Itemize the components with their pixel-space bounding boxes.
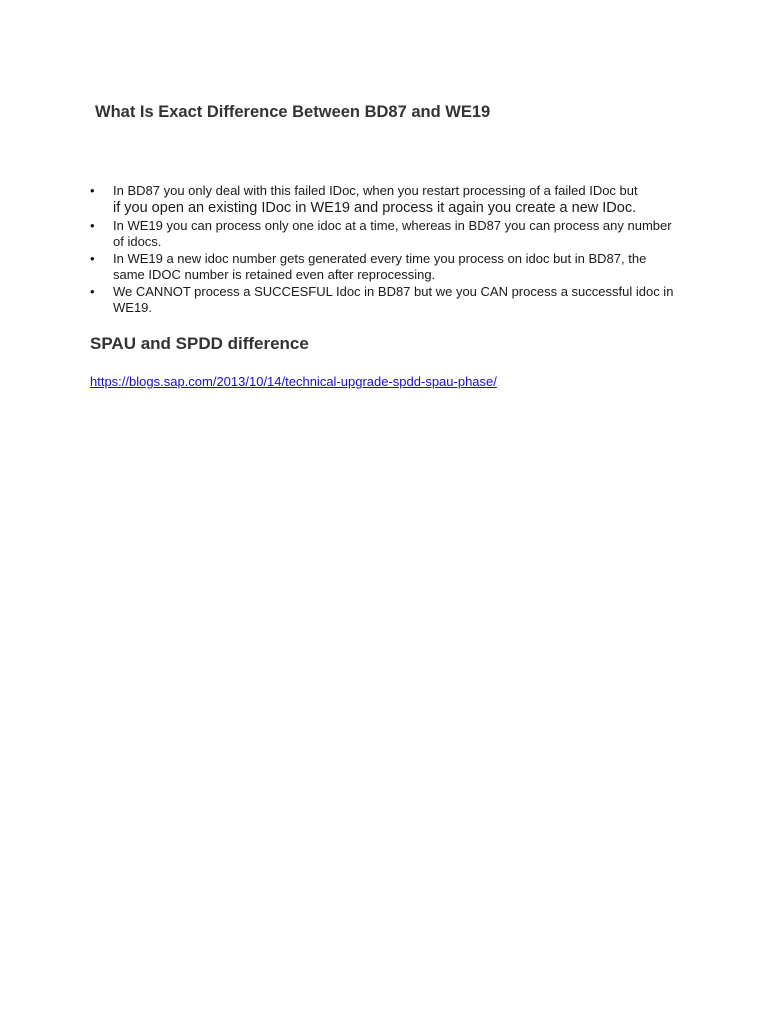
heading-spau-spdd: SPAU and SPDD difference [90,334,309,353]
bullet-icon: • [90,183,95,198]
list-item-text: In BD87 you only deal with this failed IDoc, when you restart processing of a failed IDoc but [113,183,638,198]
list-item-text: We CANNOT process a SUCCESFUL Idoc in BD87 but we you CAN process a successful idoc in WE19. [113,284,674,315]
list-item-text: In WE19 a new idoc number gets generated every time you process on idoc but in BD87, the same IDOC number is retained even after reprocessing. [113,251,647,282]
list-item [89,284,679,316]
blog-link[interactable]: https://blogs.sap.com/2013/10/14/technical-upgrade-spdd-spau-phase/ [90,374,497,389]
heading-bd87-we19: What Is Exact Difference Between BD87 and WE19 [95,103,491,121]
list-item [89,251,679,283]
bullet-icon: • [90,284,95,299]
list-item [89,218,679,250]
list-item-text: In WE19 you can process only one idoc at a time, whereas in BD87 you can process any number of idocs. [113,218,672,249]
list-item-text-continued: if you open an existing IDoc in WE19 and process it again you create a new IDoc. [113,200,637,216]
bullet-icon: • [90,218,95,233]
bullet-list [89,183,679,316]
list-item [89,183,679,217]
bullet-icon: • [90,251,95,266]
